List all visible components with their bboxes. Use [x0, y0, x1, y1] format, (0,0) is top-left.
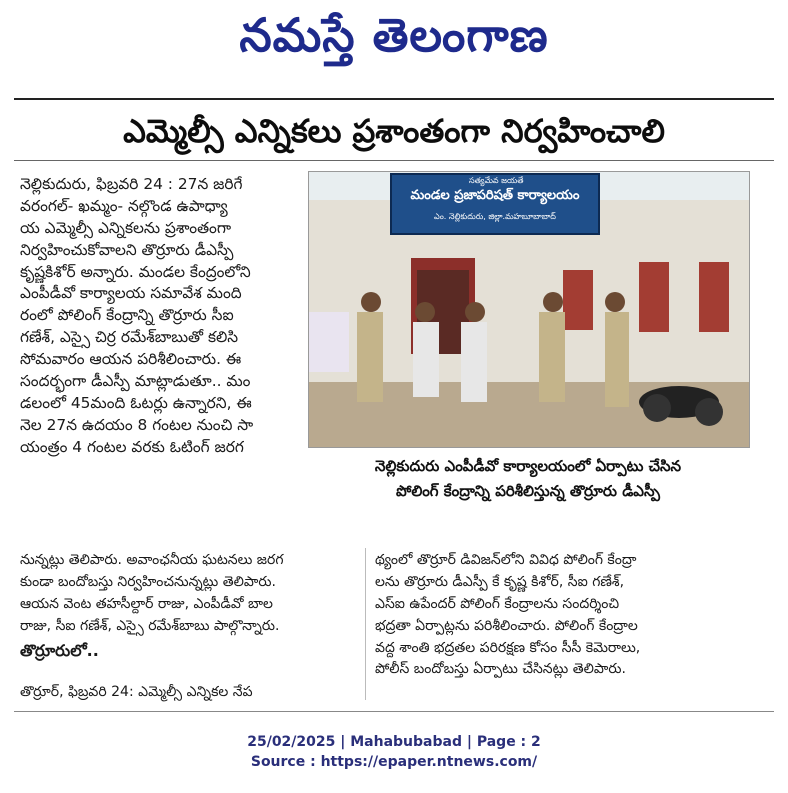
article-line: థ్యంలో తొర్రూర్ డివిజన్‌లోని వివిధ పోలింగ్ కేంద్రా	[375, 552, 637, 568]
article-column-2	[375, 550, 755, 681]
article-line: ఎంపీడీవో కార్యాలయ సమావేశ మంది	[20, 284, 242, 303]
article-line: నెల 27న ఉదయం 8 గంటల నుంచి సా	[20, 415, 254, 434]
article-line: వద్ద శాంతి భద్రతల పరిరక్షణ కోసం సీసీ కెమెరాలు,	[375, 639, 641, 656]
article-line: సందర్భంగా డీఎస్పీ మాట్లాడుతూ.. మం	[20, 372, 251, 391]
article-line: నున్నట్లు తెలిపారు. అవాంఛనీయ ఘటనలు జరగ	[20, 552, 284, 568]
caption-line: నెల్లికుదురు ఎంపీడీవో కార్యాలయంలో ఏర్పాటు చేసిన	[374, 457, 682, 475]
article-line: ఎస్ఐ ఉపేందర్ పోలింగ్ కేంద్రాలను సందర్శించి	[375, 595, 620, 612]
article-line: ఆయన వెంట తహసీల్దార్ రాజు, ఎంపీడీవో బాల	[20, 595, 273, 612]
article-line: డలంలో 45మంది ఓటర్లు ఉన్నారని, ఈ	[20, 393, 252, 412]
office-board-subtext: ఎం. నెల్లికుదురు, జిల్లా.మహబూబాబాద్	[434, 212, 556, 221]
article-line: య ఎమ్మెల్సీ ఎన్నికలను ప్రశాంతంగా	[20, 218, 232, 237]
article-line: భద్రతా ఏర్పాట్లను పరిశీలించారు. పోలింగ్ కేంద్రాల	[375, 617, 638, 634]
article-photo	[308, 171, 750, 448]
article-headline: ఎమ్మెల్సీ ఎన్నికలు ప్రశాంతంగా నిర్వహించాలి	[123, 112, 665, 150]
newspaper-masthead: నమస్తే తెలంగాణ	[239, 8, 549, 62]
headline-rule	[14, 160, 774, 161]
column-divider	[365, 548, 366, 700]
article-line: నిర్వహించుకోవాలని తొర్రూరు డీఎస్పీ	[20, 240, 234, 259]
footer-date-line: 25/02/2025 | Mahabubabad | Page : 2	[247, 734, 541, 750]
article-line: కుండా బందోబస్తు నిర్వహించనున్నట్లు తెలిపారు.	[20, 573, 276, 590]
article-line: రాజు, సీఐ గణేశ్, ఎస్సై రమేశ్‌బాబు పాల్గొన్నారు.	[20, 617, 280, 634]
article-line: రంలో పోలింగ్ కేంద్రాన్ని తొర్రూరు సీఐ	[20, 306, 234, 325]
caption-line: పోలింగ్ కేంద్రాన్ని పరిశీలిస్తున్న తొర్రూరు డీఎస్పీ	[396, 482, 660, 500]
footer-source-line: Source : https://epaper.ntnews.com/	[250, 754, 538, 770]
article-col1-last-line: తొర్రూర్, ఫిబ్రవరి 24: ఎమ్మెల్సీ ఎన్నికల నేప	[20, 684, 253, 700]
bottom-rule	[14, 711, 774, 712]
article-line: యంత్రం 4 గంటల వరకు ఓటింగ్ జరగ	[20, 437, 244, 456]
article-line: సోమవారం ఆయన పరిశీలించారు. ఈ	[20, 350, 242, 369]
article-line: లను తొర్రూరు డీఎస్పీ కే కృష్ణ కిశోర్, సీఐ గణేశ్,	[375, 573, 625, 590]
article-line: పోలీస్ బందోబస్తు ఏర్పాటు చేసినట్లు తెలిపారు.	[375, 661, 626, 678]
article-line: వరంగల్- ఖమ్మం- నల్గొండ ఉపాధ్యా	[20, 196, 228, 215]
office-board-text: మండల ప్రజాపరిషత్ కార్యాలయం	[410, 188, 580, 203]
article-line: నెల్లికుదురు, ఫిబ్రవరి 24 : 27న జరిగే	[20, 175, 243, 193]
office-board-text-top: సత్యమేవ జయతే	[469, 176, 524, 185]
article-column-1	[20, 174, 300, 459]
article-column-1-bottom	[20, 550, 360, 638]
article-line: గణేశ్, ఎస్సై చిర్ర రమేశ్‌బాబుతో కలిసి	[20, 328, 239, 347]
photo-caption	[308, 454, 748, 504]
article-line: కృష్ణకిశోర్ అన్నారు. మండల కేంద్రంలోని	[20, 262, 251, 281]
subheading-torrur: తొర్రూరులో..	[20, 641, 99, 660]
top-rule	[14, 98, 774, 100]
